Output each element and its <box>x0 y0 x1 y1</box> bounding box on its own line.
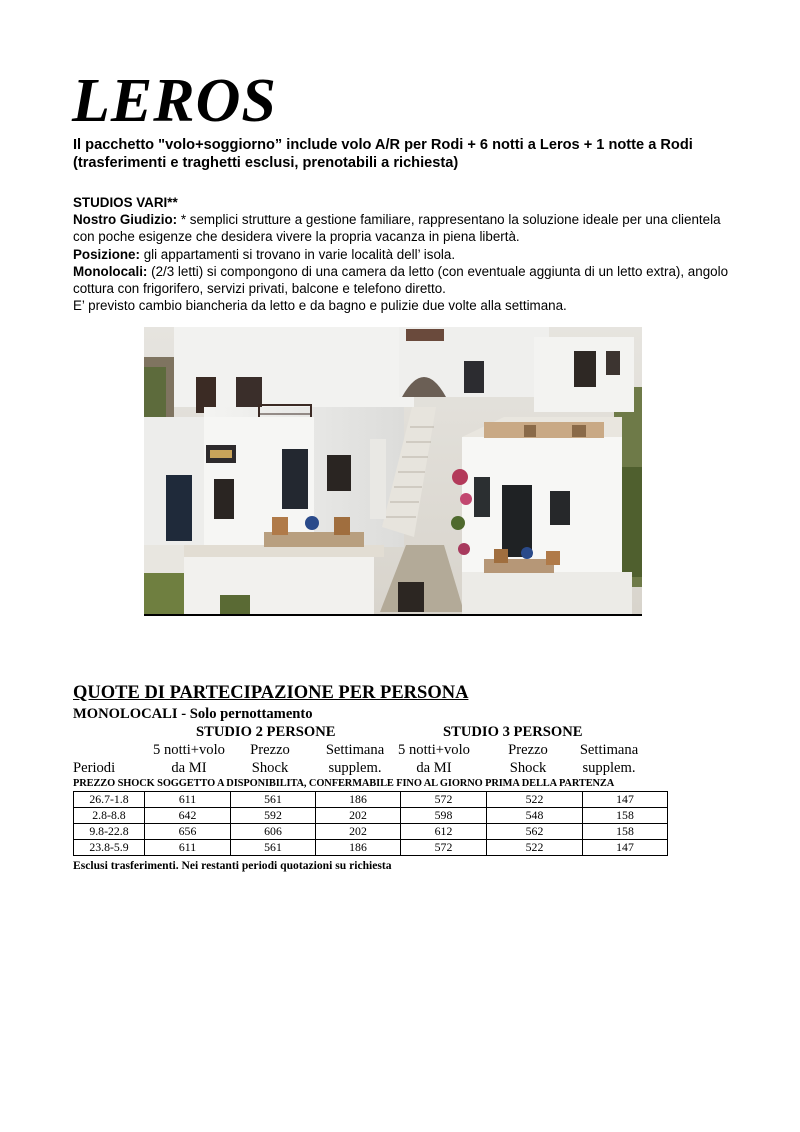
table-cell: 606 <box>231 824 316 840</box>
col-settimana-line2: supplem. <box>328 760 382 776</box>
page-title: LEROS <box>72 67 277 135</box>
cambio-text: E’ previsto cambio biancheria da letto e da bagno e pulizie due volte alla settimana. <box>73 298 567 314</box>
table-cell: 611 <box>145 792 231 808</box>
col-notti3-line1: 5 notti+volo <box>398 742 470 758</box>
table-cell: 561 <box>231 840 316 856</box>
table-cell-periodo: 26.7-1.8 <box>74 792 145 808</box>
posizione-text: gli appartamenti si trovano in varie località dell’ isola. <box>139 246 456 262</box>
giudizio-label: Nostro Giudizio: <box>73 212 178 228</box>
table-cell-periodo: 9.8-22.8 <box>74 824 145 840</box>
table-cell: 612 <box>401 824 487 840</box>
studios-photo <box>144 327 642 614</box>
col-notti-line1: 5 notti+volo <box>153 742 225 758</box>
table-cell: 561 <box>231 792 316 808</box>
accommodation-description <box>73 194 733 314</box>
col-prezzo-line2: Shock <box>251 760 289 776</box>
table-row <box>74 792 668 808</box>
col-settimana3-line2: supplem. <box>582 760 636 776</box>
table-cell: 642 <box>145 808 231 824</box>
table-cell: 158 <box>583 824 668 840</box>
col-prezzo-line1: Prezzo <box>250 742 290 758</box>
accommodation-name: STUDIOS VARI** <box>73 195 178 210</box>
col-periodi: Periodi <box>73 760 116 776</box>
table-cell: 611 <box>145 840 231 856</box>
package-description: Il pacchetto "volo+soggiorno” include volo A/R per Rodi + 6 notti a Leros + 1 notte a Rodi (trasferimenti e traghetti esclusi, prenotabili a richiesta) <box>73 137 693 171</box>
price-table <box>73 791 668 856</box>
col-notti3-line2: da MI <box>416 760 452 776</box>
studio-3-header: STUDIO 3 PERSONE <box>443 724 583 740</box>
table-row <box>74 808 668 824</box>
table-cell: 186 <box>316 792 401 808</box>
col-settimana-line1: Settimana <box>325 742 385 758</box>
monolocali-label: Monolocali: <box>73 263 148 279</box>
table-cell: 186 <box>316 840 401 856</box>
table-cell: 158 <box>583 808 668 824</box>
table-cell: 522 <box>487 840 583 856</box>
table-cell: 598 <box>401 808 487 824</box>
col-prezzo3-line2: Shock <box>509 760 547 776</box>
table-cell: 147 <box>583 840 668 856</box>
table-row <box>74 840 668 856</box>
table-cell: 592 <box>231 808 316 824</box>
table-cell-periodo: 2.8-8.8 <box>74 808 145 824</box>
studio-2-header: STUDIO 2 PERSONE <box>196 724 336 740</box>
posizione-label: Posizione: <box>73 246 140 262</box>
table-cell: 522 <box>487 792 583 808</box>
shock-price-note: PREZZO SHOCK SOGGETTO A DISPONIBILITA, CONFERMABILE FINO AL GIORNO PRIMA DELLA PARTENZA <box>73 778 615 789</box>
table-cell: 572 <box>401 840 487 856</box>
col-settimana3-line1: Settimana <box>579 742 639 758</box>
col-prezzo3-line1: Prezzo <box>508 742 548 758</box>
quotes-heading: QUOTE DI PARTECIPAZIONE PER PERSONA <box>73 683 469 703</box>
table-cell: 548 <box>487 808 583 824</box>
monolocali-text: (2/3 letti) si compongono di una camera da letto (con eventuale aggiunta di un letto extra), angolo cottura con frigorifero, servizi privati, balcone e telefono diretto. <box>73 263 729 297</box>
monolocali-heading: MONOLOCALI - Solo pernottamento <box>73 706 313 722</box>
table-cell: 147 <box>583 792 668 808</box>
photo-underline <box>144 614 642 616</box>
table-cell: 202 <box>316 824 401 840</box>
table-cell: 202 <box>316 808 401 824</box>
table-cell: 572 <box>401 792 487 808</box>
table-row <box>74 824 668 840</box>
table-cell: 656 <box>145 824 231 840</box>
col-notti-line2: da MI <box>171 760 207 776</box>
footnote: Esclusi trasferimenti. Nei restanti periodi quotazioni su richiesta <box>73 859 392 872</box>
table-cell-periodo: 23.8-5.9 <box>74 840 145 856</box>
table-cell: 562 <box>487 824 583 840</box>
giudizio-text: * semplici strutture a gestione familiare, rappresentano la soluzione ideale per una clientela con poche esigenze che desidera vivere la propria vacanza in piena libertà. <box>73 212 721 245</box>
